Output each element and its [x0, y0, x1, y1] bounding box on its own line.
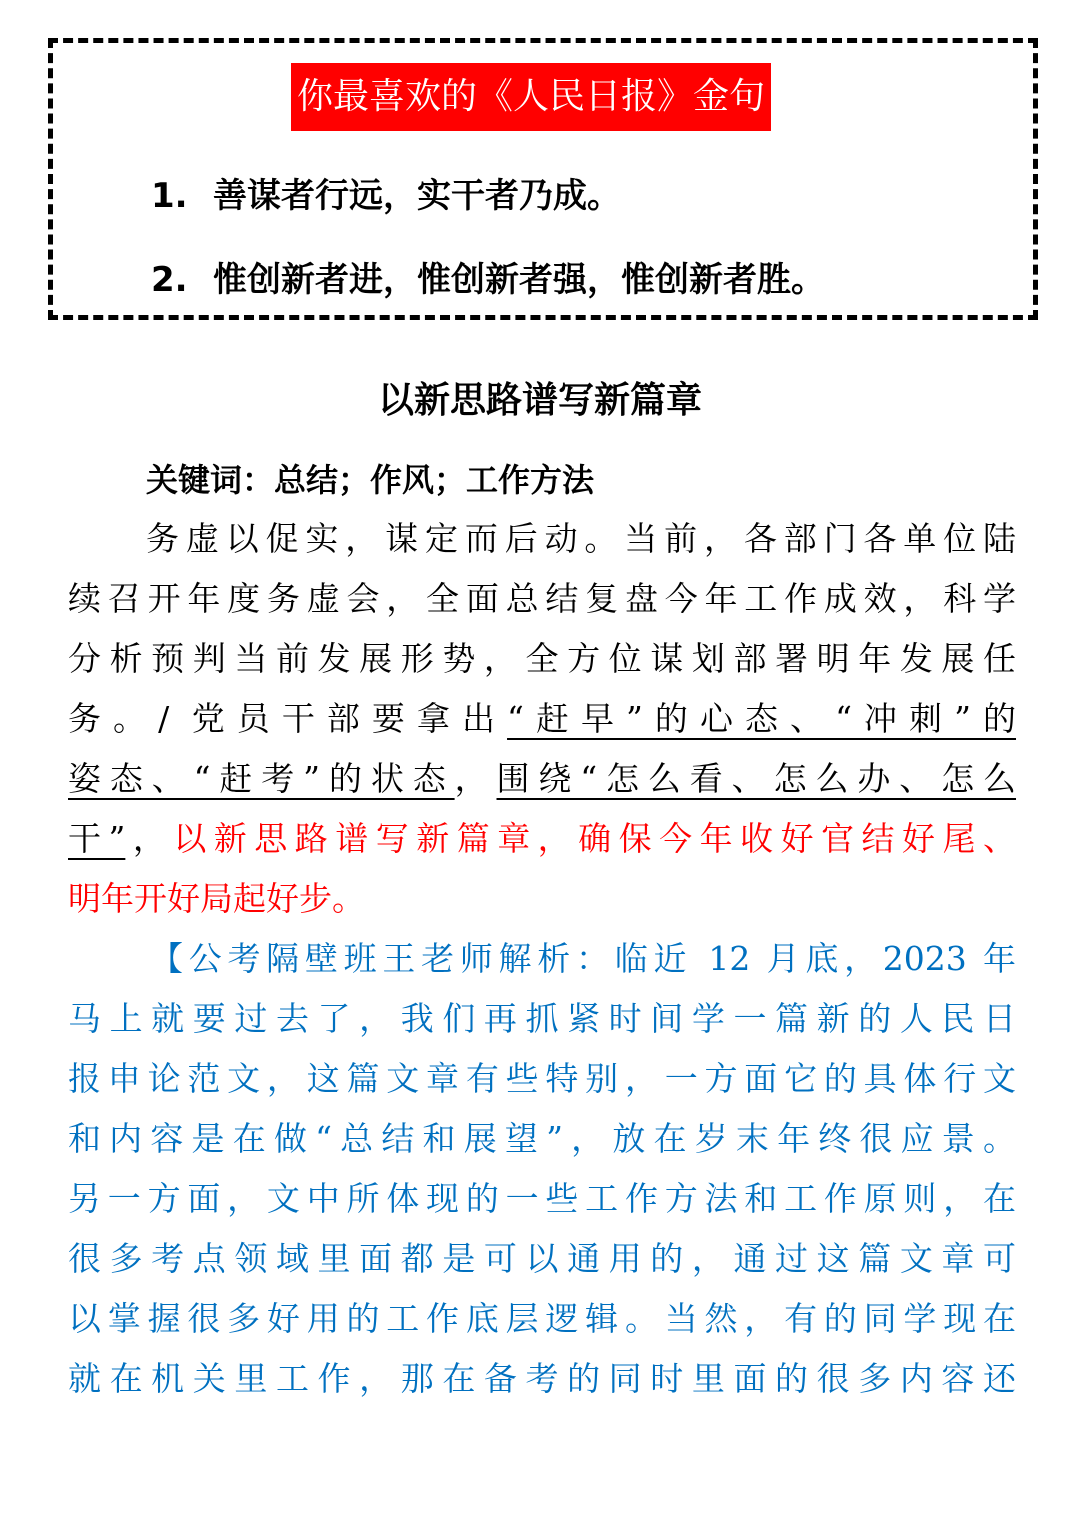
- paragraph-line: 续召开年度务虚会，全面总结复盘今年工作成效，科学: [68, 579, 1016, 618]
- highlighted-line: 明年开好局起好步。: [68, 879, 365, 918]
- text-segment: ，: [125, 819, 174, 858]
- quote-text: 善谋者行远，实干者乃成。: [213, 176, 621, 216]
- analysis-line: 另一方面，文中所体现的一些工作方法和工作原则，在: [68, 1179, 1016, 1218]
- quote-number: 1.: [151, 176, 188, 216]
- paragraph-line: 务虚以促实，谋定而后动。当前，各部门各单位陆: [146, 519, 1016, 558]
- highlighted-phrase: 以新思路谱写新篇章，确保今年收好官结好尾、: [173, 819, 1017, 858]
- analysis-line: 【公考隔壁班王老师解析：临近 12 月底，2023 年: [150, 939, 1016, 978]
- analysis-line: 马上就要过去了，我们再抓紧时间学一篇新的人民日: [68, 999, 1016, 1038]
- analysis-line: 以掌握很多好用的工作底层逻辑。当然，有的同学现在: [68, 1299, 1016, 1338]
- analysis-line: 和内容是在做“总结和展望”，放在岁末年终很应景。: [68, 1119, 1016, 1158]
- quote-number: 2.: [151, 260, 188, 300]
- underlined-phrase: 姿态、“赶考”的状态: [68, 759, 455, 798]
- paragraph-line: [68, 690, 1016, 748]
- underlined-phrase: 围绕“怎么看、怎么办、怎么: [496, 759, 1017, 798]
- article-title: 以新思路谱写新篇章: [377, 379, 702, 421]
- analysis-line: 就在机关里工作，那在备考的同时里面的很多内容还: [68, 1359, 1016, 1398]
- quote-box: [48, 38, 1038, 320]
- analysis-line: 很多考点领域里面都是可以通用的，通过这篇文章可: [68, 1239, 1016, 1278]
- underlined-phrase: “赶早”的心态、“冲刺”的: [507, 699, 1017, 738]
- paragraph-line: 分析预判当前发展形势，全方位谋划部署明年发展任: [68, 639, 1016, 678]
- analysis-line: 报申论范文，这篇文章有些特别，一方面它的具体行文: [68, 1059, 1016, 1098]
- article-keywords: 关键词：总结；作风；工作方法: [146, 461, 595, 499]
- paragraph-line: [68, 750, 1016, 808]
- quote-text: 惟创新者进，惟创新者强，惟创新者胜。: [213, 260, 825, 300]
- quote-banner: 你最喜欢的《人民日报》金句: [291, 63, 771, 131]
- quote-item: [151, 171, 621, 221]
- paragraph-line: [68, 810, 1016, 868]
- underlined-phrase: 干”: [68, 819, 126, 858]
- quote-item: [151, 255, 825, 305]
- text-segment: ，: [454, 759, 497, 798]
- text-segment: 务。/ 党员干部要拿出: [68, 699, 508, 738]
